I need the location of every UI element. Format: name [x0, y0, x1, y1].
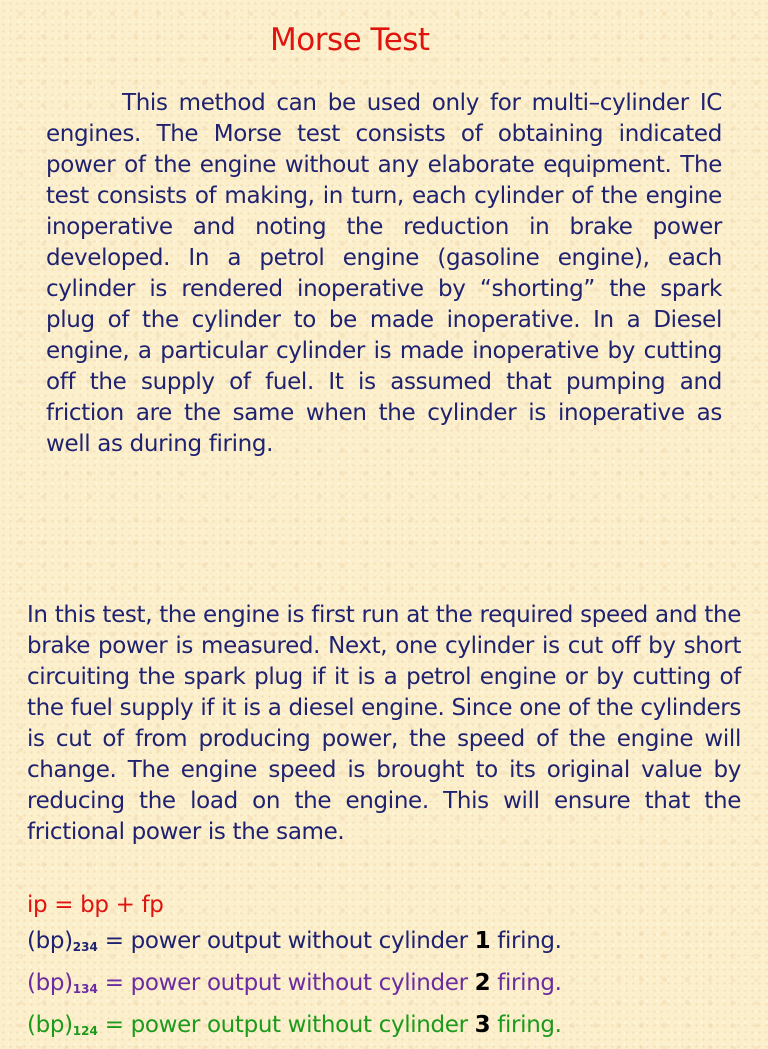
formula-text: = power output without cylinder: [97, 1012, 475, 1038]
cylinder-number: 3: [474, 1012, 491, 1038]
formula-prefix: (bp): [27, 1012, 73, 1038]
cylinder-number: 1: [474, 928, 491, 954]
cylinder-number: 2: [474, 970, 491, 996]
formula-bp-134: [27, 965, 757, 1007]
formula-prefix: (bp): [27, 970, 73, 996]
formula-prefix: (bp): [27, 928, 73, 954]
formula-suffix: firing.: [490, 1012, 562, 1038]
formula-list: [27, 887, 757, 1049]
formula-bp-124: [27, 1007, 757, 1049]
procedure-paragraph: In this test, the engine is first run at the required speed and the brake power is measured. Next, one cylinder is cut off by short circuiting the spark plug if it is a petrol engine or by cutting of the fuel supply if it is a diesel engine. Since one of the cylinders is cut of from producing power, the speed of the engine will change. The engine speed is brought to its original value by reducing the load on the engine. This will ensure that the frictional power is the same.: [27, 602, 741, 845]
page-title: Morse Test: [270, 22, 430, 58]
formula-subscript: 124: [72, 1024, 98, 1038]
formula-text: = power output without cylinder: [97, 970, 475, 996]
formula-text: = power output without cylinder: [97, 928, 475, 954]
formula-subscript: 234: [72, 940, 98, 954]
formula-suffix: firing.: [490, 928, 562, 954]
intro-paragraph: This method can be used only for multi–cylinder IC engines. The Morse test consists of obtaining indicated power of the engine without any elaborate equipment. The test consists of making, in turn, each cylinder of the engine inoperative and noting the reduction in brake power developed. In a petrol engine (gasoline engine), each cylinder is rendered inoperative by “shorting” the spark plug of the cylinder to be made inoperative. In a Diesel engine, a particular cylinder is made inoperative by cutting off the supply of fuel. It is assumed that pumping and friction are the same when the cylinder is inoperative as well as during firing.: [46, 90, 722, 457]
formula-suffix: firing.: [490, 970, 562, 996]
formula-ip: ip = bp + fp: [27, 892, 164, 918]
formula-bp-234: [27, 923, 757, 965]
formula-subscript: 134: [72, 982, 98, 996]
